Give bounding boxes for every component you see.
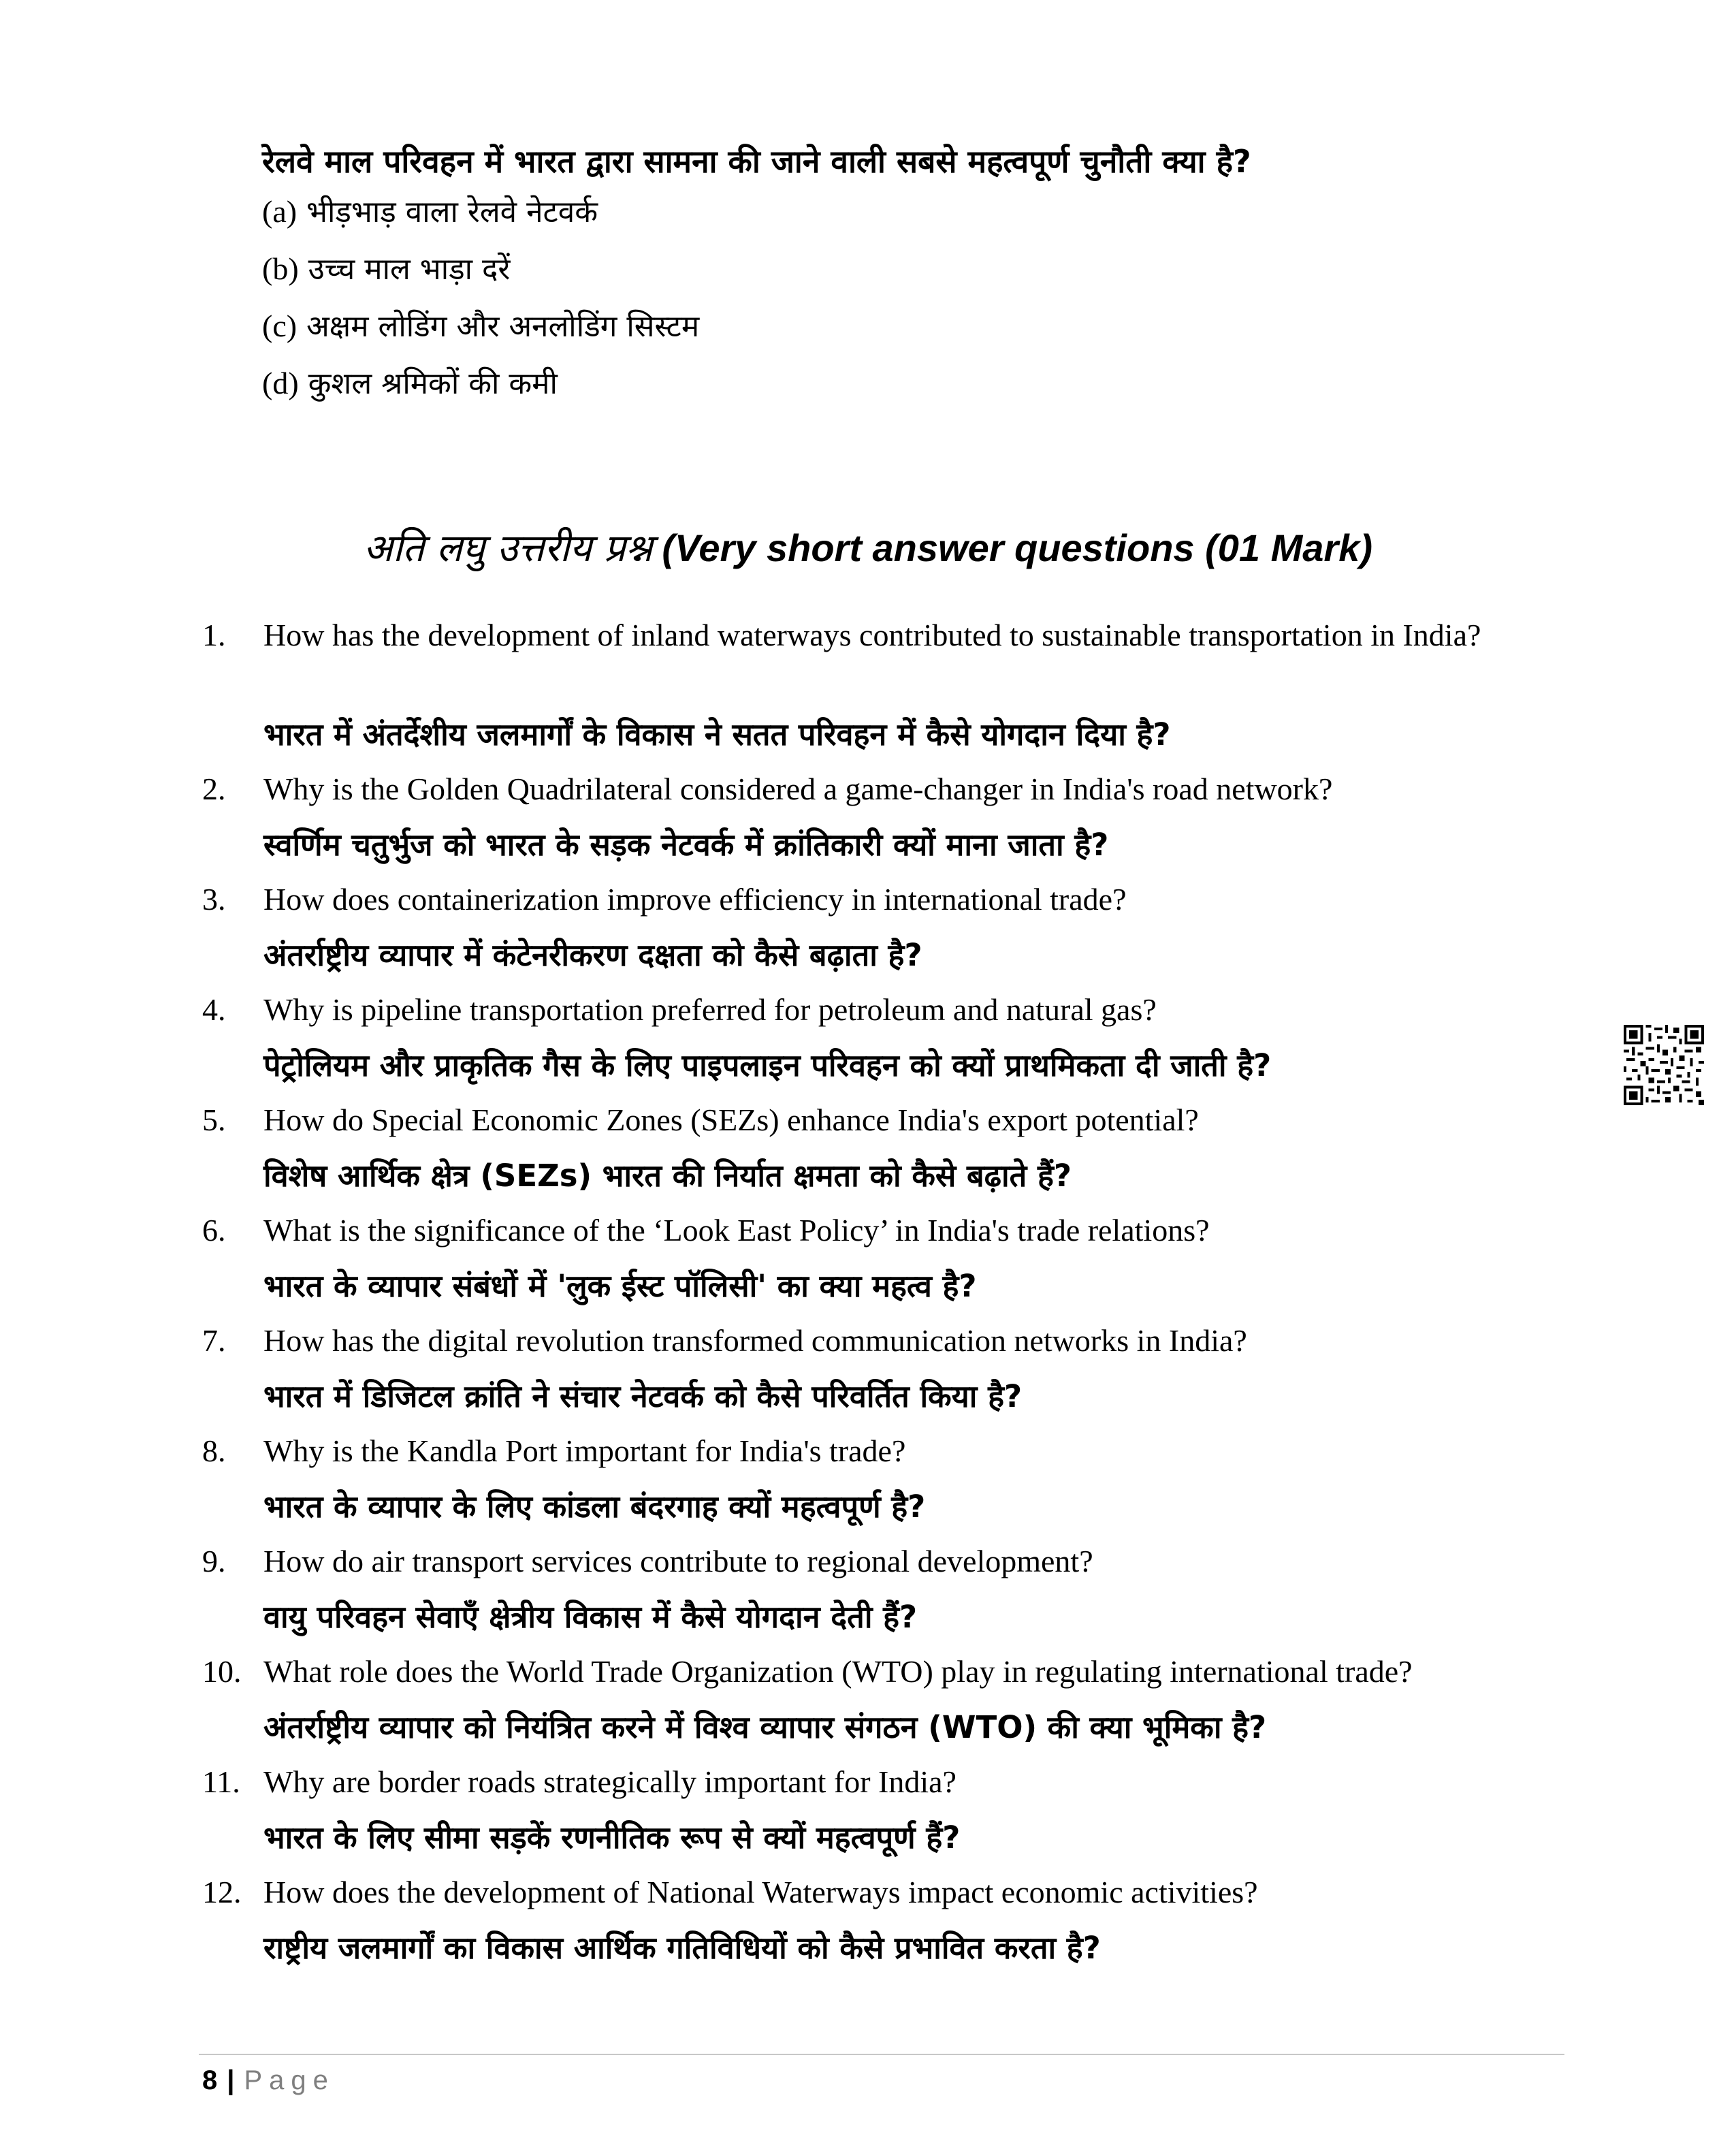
question-number: 4. [202,992,226,1027]
section-heading-english: (Very short answer questions (01 Mark) [662,526,1372,569]
question-hindi: भारत में अंतर्देशीय जलमार्गों के विकास ने सतत परिवहन में कैसे योगदान दिया है? [263,716,1171,752]
footer-separator: | [227,2065,235,2095]
question-hindi: भारत के व्यापार संबंधों में 'लुक ईस्ट पॉलिसी' का क्या महत्व है? [263,1268,977,1304]
question-english: How has the digital revolution transformed communication networks in India? [263,1323,1247,1358]
question-english: What role does the World Trade Organization (WTO) play in regulating international trade? [263,1654,1413,1689]
option-text: भीड़भाड़ वाला रेलवे नेटवर्क [306,195,598,229]
question-number: 12. [202,1875,242,1909]
question-item [0,1870,1736,1980]
question-english: How do air transport services contribute to regional development? [263,1544,1093,1578]
option-text: उच्च माल भाड़ा दरें [308,252,511,287]
page-label: Page [244,2065,335,2095]
question-hindi: पेट्रोलियम और प्राकृतिक गैस के लिए पाइपलाइन परिवहन को क्यों प्राथमिकता दी जाती है? [263,1047,1272,1083]
question-item [0,1208,1736,1318]
question-number: 9. [202,1544,226,1578]
question-item [0,1760,1736,1870]
page-number: 8 [202,2065,218,2095]
question-item [0,877,1736,987]
question-hindi: भारत के व्यापार के लिए कांडला बंदरगाह क्यों महत्वपूर्ण है? [263,1489,926,1525]
question-item [0,1318,1736,1429]
question-hindi: अंतर्राष्ट्रीय व्यापार को नियंत्रित करने में विश्व व्यापार संगठन (WTO) की क्या भूमिका है? [263,1709,1267,1745]
option-letter: (a) [262,194,298,229]
question-hindi: विशेष आर्थिक क्षेत्र (SEZs) भारत की निर्यात क्षमता को कैसे बढ़ाते हैं? [263,1158,1072,1194]
question-list [0,613,1736,1980]
question-english: How does containerization improve efficiency in international trade? [263,882,1127,917]
question-english: Why is the Golden Quadrilateral considered a game-changer in India's road network? [263,772,1333,806]
page-footer [202,2063,335,2097]
question-item [0,1649,1736,1760]
question-number: 11. [202,1764,240,1799]
question-item [0,613,1736,767]
question-hindi: भारत के लिए सीमा सड़कें रणनीतिक रूप से क्यों महत्वपूर्ण हैं? [263,1820,961,1856]
question-english: How has the development of inland waterways contributed to sustainable transportation in India? [263,618,1481,652]
mcq-option-b [262,240,1590,298]
question-number: 10. [202,1654,242,1689]
question-number: 7. [202,1323,226,1358]
footer-divider [199,2054,1564,2055]
section-heading-hindi: अति लघु उत्तरीय प्रश्न [364,526,653,571]
option-letter: (b) [262,251,299,286]
mcq-question: रेलवे माल परिवहन में भारत द्वारा सामना की जाने वाली सबसे महत्वपूर्ण चुनौती क्या है? [262,143,1251,180]
question-english: How does the development of National Waterways impact economic activities? [263,1875,1258,1909]
section-heading [0,518,1736,579]
mcq-option-a [262,183,1590,240]
question-item [0,767,1736,877]
question-hindi: वायु परिवहन सेवाएँ क्षेत्रीय विकास में कैसे योगदान देती हैं? [263,1599,918,1635]
question-number: 2. [202,772,226,806]
question-item [0,1429,1736,1539]
question-hindi: स्वर्णिम चतुर्भुज को भारत के सड़क नेटवर्क में क्रांतिकारी क्यों माना जाता है? [263,827,1109,863]
mcq-option-c [262,298,1590,355]
option-text: अक्षम लोडिंग और अनलोडिंग सिस्टम [306,309,700,344]
question-number: 1. [202,618,226,652]
question-number: 8. [202,1433,226,1468]
question-hindi: अंतर्राष्ट्रीय व्यापार में कंटेनरीकरण दक्षता को कैसे बढ़ाता है? [263,937,922,973]
question-english: Why are border roads strategically important for India? [263,1764,957,1799]
option-letter: (c) [262,308,298,343]
question-english: How do Special Economic Zones (SEZs) enhance India's export potential? [263,1102,1199,1137]
question-number: 6. [202,1213,226,1248]
question-item [0,1098,1736,1208]
question-english: Why is pipeline transportation preferred for petroleum and natural gas? [263,992,1157,1027]
question-number: 3. [202,882,226,917]
option-letter: (d) [262,366,299,400]
question-english: Why is the Kandla Port important for India's trade? [263,1433,906,1468]
mcq-option-d [262,355,1590,412]
question-hindi: राष्ट्रीय जलमार्गों का विकास आर्थिक गतिविधियों को कैसे प्रभावित करता है? [263,1930,1101,1966]
question-english: What is the significance of the ‘Look East Policy’ in India's trade relations? [263,1213,1210,1248]
question-hindi: भारत में डिजिटल क्रांति ने संचार नेटवर्क को कैसे परिवर्तित किया है? [263,1378,1023,1414]
question-number: 5. [202,1102,226,1137]
mcq-block [262,140,1590,412]
question-item [0,1539,1736,1649]
option-text: कुशल श्रमिकों की कमी [308,366,558,401]
question-item [0,987,1736,1098]
qr-code-icon [1624,1025,1704,1105]
